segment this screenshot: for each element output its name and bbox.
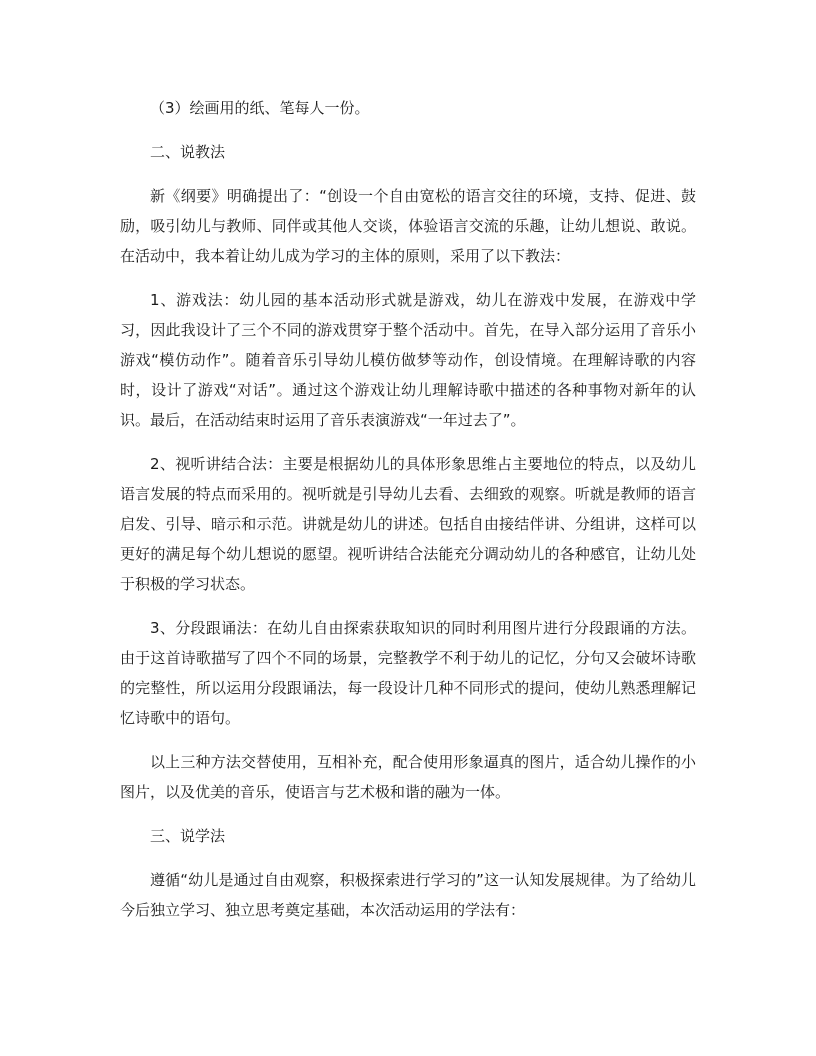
paragraph-gap — [120, 851, 696, 865]
paragraph-gap — [120, 733, 696, 747]
paragraph-gap — [120, 123, 696, 137]
material-item-3: （3）绘画用的纸、笔每人一份。 — [150, 99, 370, 117]
section-heading-teaching-methods: 二、说教法 — [150, 143, 226, 161]
section-heading-learning-methods: 三、说学法 — [150, 827, 226, 845]
paragraph-gap — [120, 599, 696, 613]
paragraph-audiovisual-method: 2、视听讲结合法：主要是根据幼儿的具体形象思维占主要地位的特点，以及幼儿语言发展的特点而采用的。视听就是引导幼儿去看、去细致的观察。听就是教师的语言启发、引导、暗示和示范。讲就是幼儿的讲述。包括自由接结伴讲、分组讲，这样可以更好的满足每个幼儿想说的愿望。视听讲结合法能充分调动幼儿的各种感官，让幼儿处于积极的学习状态。 — [120, 455, 696, 593]
paragraph-learning-intro: 遵循“幼儿是通过自由观察，积极探索进行学习的”这一认知发展规律。为了给幼儿今后独立学习、独立思考奠定基础，本次活动运用的学法有： — [120, 871, 696, 919]
paragraph-gap — [120, 271, 696, 285]
paragraph-gap — [120, 167, 696, 181]
paragraph-game-method: 1、游戏法：幼儿园的基本活动形式就是游戏，幼儿在游戏中发展，在游戏中学习，因此我设计了三个不同的游戏贯穿于整个活动中。首先，在导入部分运用了音乐小游戏“模仿动作”。随着音乐引导幼儿模仿做梦等动作，创设情境。在理解诗歌的内容时，设计了游戏“对话”。通过这个游戏让幼儿理解诗歌中描述的各种事物对新年的认识。最后，在活动结束时运用了音乐表演游戏“一年过去了”。 — [120, 291, 696, 429]
paragraph-gap — [120, 807, 696, 821]
paragraph-methods-summary: 以上三种方法交替使用，互相补充，配合使用形象逼真的图片，适合幼儿操作的小图片，以及优美的音乐，使语言与艺术极和谐的融为一体。 — [120, 753, 696, 801]
paragraph-gap — [120, 435, 696, 449]
paragraph-guideline-intro: 新《纲要》明确提出了：“创设一个自由宽松的语言交往的环境，支持、促进、鼓励，吸引幼儿与教师、同伴或其他人交谈，体验语言交流的乐趣，让幼儿想说、敢说。在活动中，我本着让幼儿成为学习的主体的原则，采用了以下教法： — [120, 187, 696, 265]
paragraph-recitation-method: 3、分段跟诵法：在幼儿自由探索获取知识的同时利用图片进行分段跟诵的方法。由于这首诗歌描写了四个不同的场景，完整教学不利于幼儿的记忆，分句又会破坏诗歌的完整性，所以运用分段跟诵法，每一段设计几种不同形式的提问，使幼儿熟悉理解记忆诗歌中的语句。 — [120, 619, 696, 727]
